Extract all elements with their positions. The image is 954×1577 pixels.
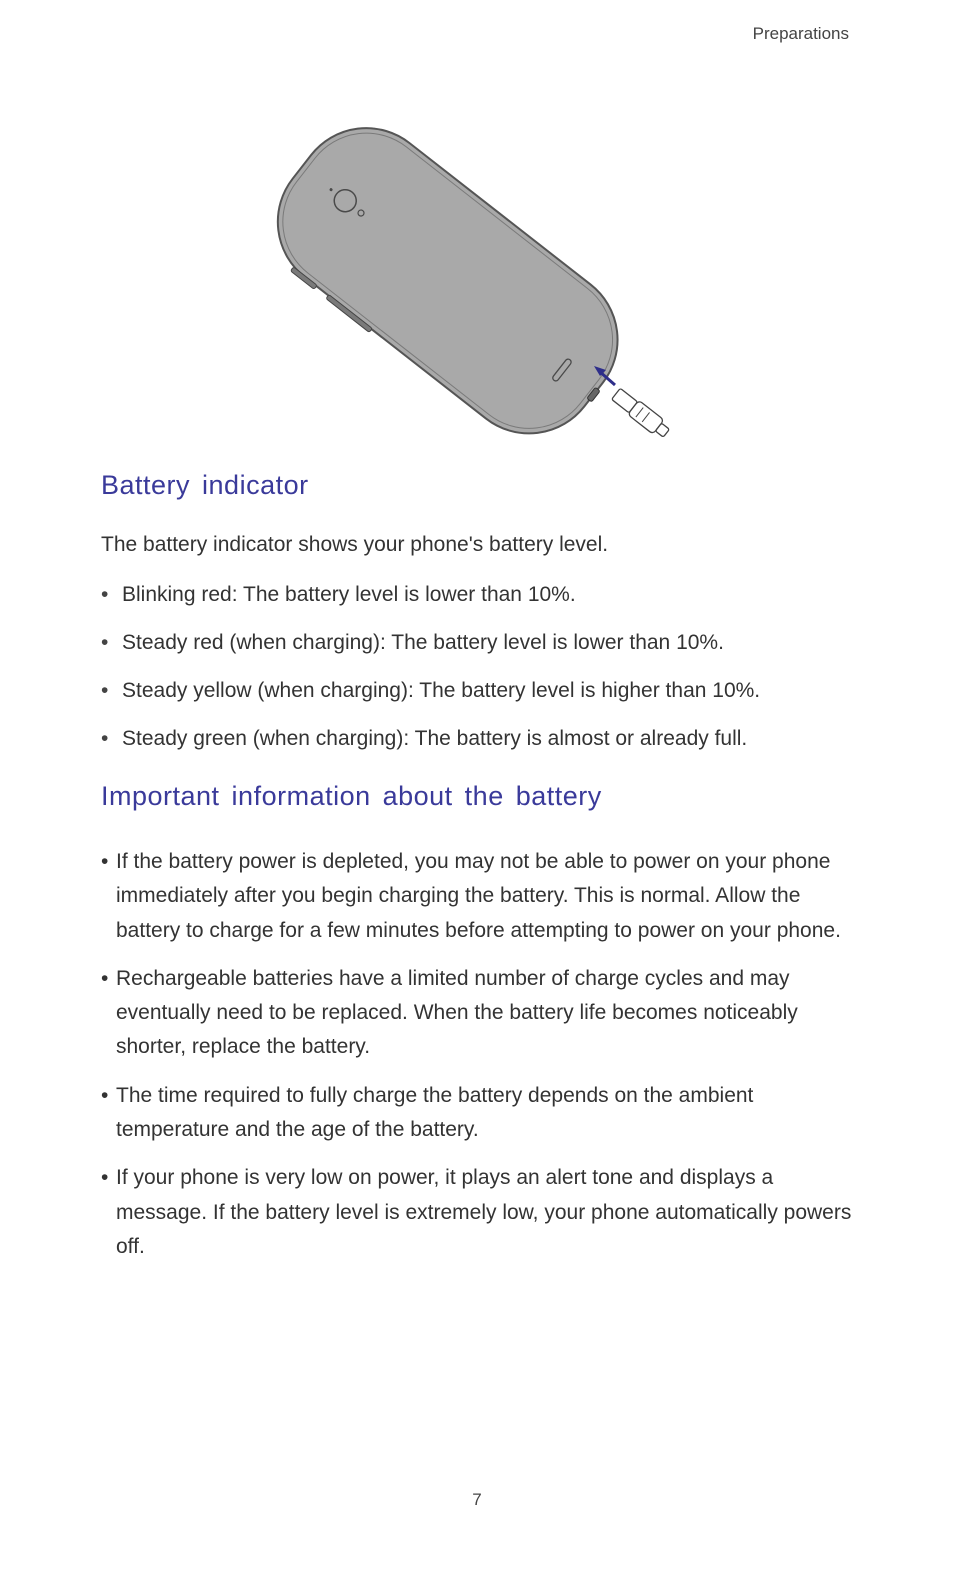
list-item-text: The time required to fully charge the battery depends on the ambient temperature and the age of the battery. (116, 1083, 754, 1142)
list-item (101, 1079, 861, 1148)
list-item-text: If your phone is very low on power, it plays an alert tone and displays a message. If the battery level is extremely low, your phone automatically powers off. (116, 1166, 852, 1258)
list-item-text: Steady green (when charging): The battery is almost or already full. (122, 727, 748, 750)
list-item (101, 962, 861, 1065)
list-item-text: If the battery power is depleted, you may not be able to power on your phone immediately after you begin charging the battery. This is normal. Allow the battery to charge for a few minutes before attempting to power on your phone. (116, 850, 841, 942)
bullet-icon: • (101, 1083, 109, 1107)
list-item (101, 1161, 861, 1264)
battery-info-heading: Important information about the battery (101, 781, 602, 811)
list-item (101, 581, 760, 629)
phone-charging-icon (270, 120, 680, 455)
battery-indicator-intro: The battery indicator shows your phone's battery level. (101, 533, 609, 556)
bullet-icon: • (101, 966, 109, 990)
page-number: 7 (472, 1490, 482, 1509)
bullet-icon: • (101, 679, 109, 702)
bullet-icon: • (101, 583, 109, 606)
bullet-icon: • (101, 850, 109, 873)
list-item-text: Steady yellow (when charging): The battery level is higher than 10%. (122, 679, 761, 702)
running-header: Preparations (752, 24, 849, 43)
bullet-icon: • (101, 727, 109, 750)
list-item-text: Rechargeable batteries have a limited number of charge cycles and may eventually need to be replaced. When the battery life becomes noticeably shorter, replace the battery. (116, 966, 798, 1059)
battery-indicator-list (101, 581, 760, 773)
list-item (101, 725, 760, 773)
bullet-icon: • (101, 1166, 109, 1190)
list-item (101, 845, 861, 948)
battery-info-list (101, 845, 861, 1278)
list-item (101, 629, 760, 677)
list-item (101, 677, 760, 725)
bullet-icon: • (101, 631, 109, 654)
list-item-text: Blinking red: The battery level is lower than 10%. (122, 583, 576, 606)
list-item-text: Steady red (when charging): The battery level is lower than 10%. (122, 631, 724, 654)
battery-indicator-heading: Battery indicator (101, 470, 309, 500)
